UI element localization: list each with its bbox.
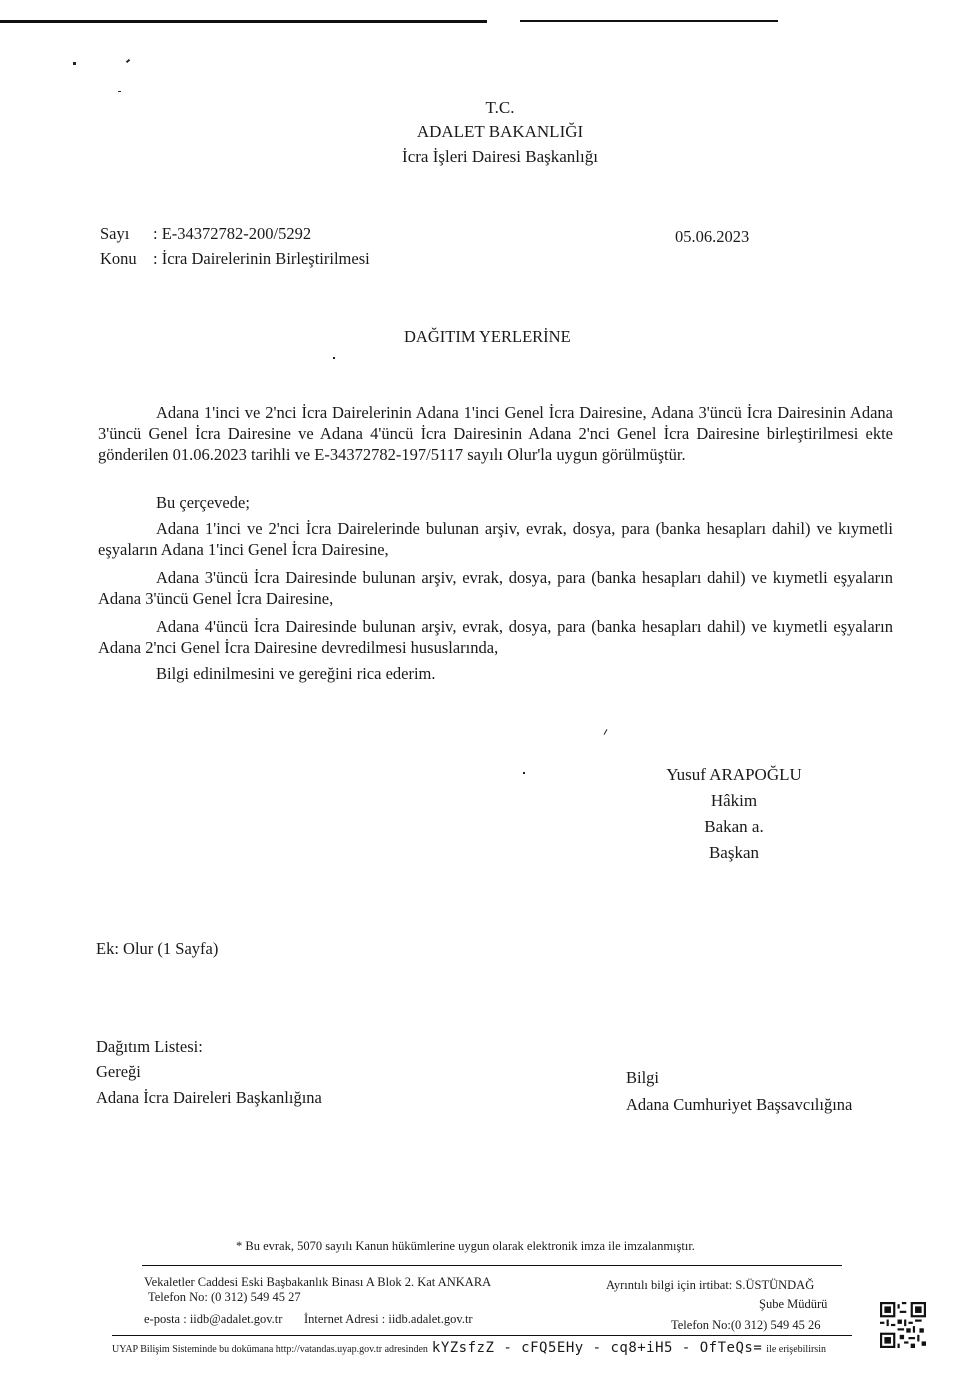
uyap-code: kYZsfzZ - cFQ5EHy - cq8+iH5 - OfTeQs=	[431, 1340, 763, 1356]
body-paragraph-3: Adana 1'inci ve 2'nci İcra Dairelerinde bulunan arşiv, evrak, dosya, para (banka hesapları dahil) ve kıymetli eşyaların Adana 1'inci Genel İcra Dairesine,	[98, 519, 893, 559]
header-department: İcra İşleri Dairesi Başkanlığı	[402, 147, 598, 166]
body-paragraph-4: Adana 3'üncü İcra Dairesinde bulunan arşiv, evrak, dosya, para (banka hesapları dahil) ve kıymetli eşyaların Adana 3'üncü Genel İcra Dairesine,	[98, 568, 893, 608]
scan-speck	[604, 729, 608, 735]
footer-contact-title: Şube Müdürü	[759, 1297, 828, 1311]
signer-title-3: Başkan	[708, 843, 760, 862]
footer-email: e-posta : iidb@adalet.gov.tr	[144, 1312, 283, 1326]
scan-speck	[118, 91, 121, 92]
top-rule-right	[520, 20, 778, 22]
signer-title-1: Hâkim	[710, 791, 758, 810]
body-paragraph-1: Adana 1'inci ve 2'nci İcra Dairelerinin Adana 1'inci Genel İcra Dairesine, Adana 3'üncü İcra Dairesinin Adana 3'üncü Genel İcra Dairesine ve Adana 4'üncü İcra Dairesinin Adana 2'nci Genel İcra Dairesine birleştirilmesi ekte gönderilen 01.06.2023 tarihli ve E-34372782-197/5117 sayılı Olur'la uygun görülmüştür.	[98, 403, 893, 464]
footer-contact-phone: Telefon No:(0 312) 549 45 26	[671, 1318, 821, 1332]
distribution-title: Dağıtım Listesi:	[96, 1037, 203, 1056]
attachment-note: Ek: Olur (1 Sayfa)	[96, 939, 219, 958]
signer-name: Yusuf ARAPOĞLU	[666, 765, 802, 784]
header-ministry: ADALET BAKANLIĞI	[416, 122, 584, 141]
scan-speck	[73, 62, 76, 65]
konu-label: Konu	[100, 249, 137, 268]
body-paragraph-5: Adana 4'üncü İcra Dairesinde bulunan arşiv, evrak, dosya, para (banka hesapları dahil) ve kıymetli eşyaların Adana 2'nci Genel İcra Dairesine devredilmesi hususlarında,	[98, 617, 893, 657]
footer-internet: İnternet Adresi : iidb.adalet.gov.tr	[304, 1312, 473, 1326]
sayi-value: : E-34372782-200/5292	[153, 224, 312, 243]
top-rule-left	[0, 20, 487, 23]
uyap-line	[112, 1340, 826, 1360]
esign-note: * Bu evrak, 5070 sayılı Kanun hükümlerine uygun olarak elektronik imza ile imzalanmıştır.	[236, 1239, 695, 1253]
addressee-title: DAĞITIM YERLERİNE	[404, 327, 571, 346]
footer-address: Vekaletler Caddesi Eski Başbakanlık Binası A Blok 2. Kat ANKARA	[144, 1275, 492, 1289]
footer-rule-top	[142, 1265, 842, 1266]
scan-speck	[126, 59, 130, 63]
document-date: 05.06.2023	[675, 227, 750, 246]
distribution-bilgi-item: Adana Cumhuriyet Başsavcılığına	[626, 1095, 853, 1114]
distribution-gereg-label: Gereği	[96, 1062, 141, 1081]
distribution-gereg-item: Adana İcra Daireleri Başkanlığına	[96, 1088, 322, 1107]
sayi-label: Sayı	[100, 224, 130, 243]
scan-speck	[523, 772, 525, 774]
footer-rule-bottom	[112, 1335, 852, 1336]
body-paragraph-2: Bu çerçevede;	[156, 493, 250, 512]
uyap-prefix: UYAP Bilişim Sisteminde bu dokümana http://vatandas.uyap.gov.tr adresinden	[112, 1344, 428, 1355]
qr-code-icon	[880, 1302, 926, 1348]
konu-value: : İcra Dairelerinin Birleştirilmesi	[153, 249, 370, 268]
uyap-suffix: ile erişebilirsin	[766, 1344, 826, 1355]
signer-title-2: Bakan a.	[704, 817, 764, 836]
header-tc: T.C.	[485, 98, 515, 117]
distribution-bilgi-label: Bilgi	[626, 1068, 660, 1087]
body-paragraph-6: Bilgi edinilmesini ve gereğini rica ederim.	[156, 664, 436, 683]
footer-contact-note: Ayrıntılı bilgi için irtibat: S.ÜSTÜNDAĞ	[606, 1278, 815, 1292]
scan-speck	[333, 357, 335, 359]
footer-phone: Telefon No: (0 312) 549 45 27	[148, 1290, 301, 1304]
